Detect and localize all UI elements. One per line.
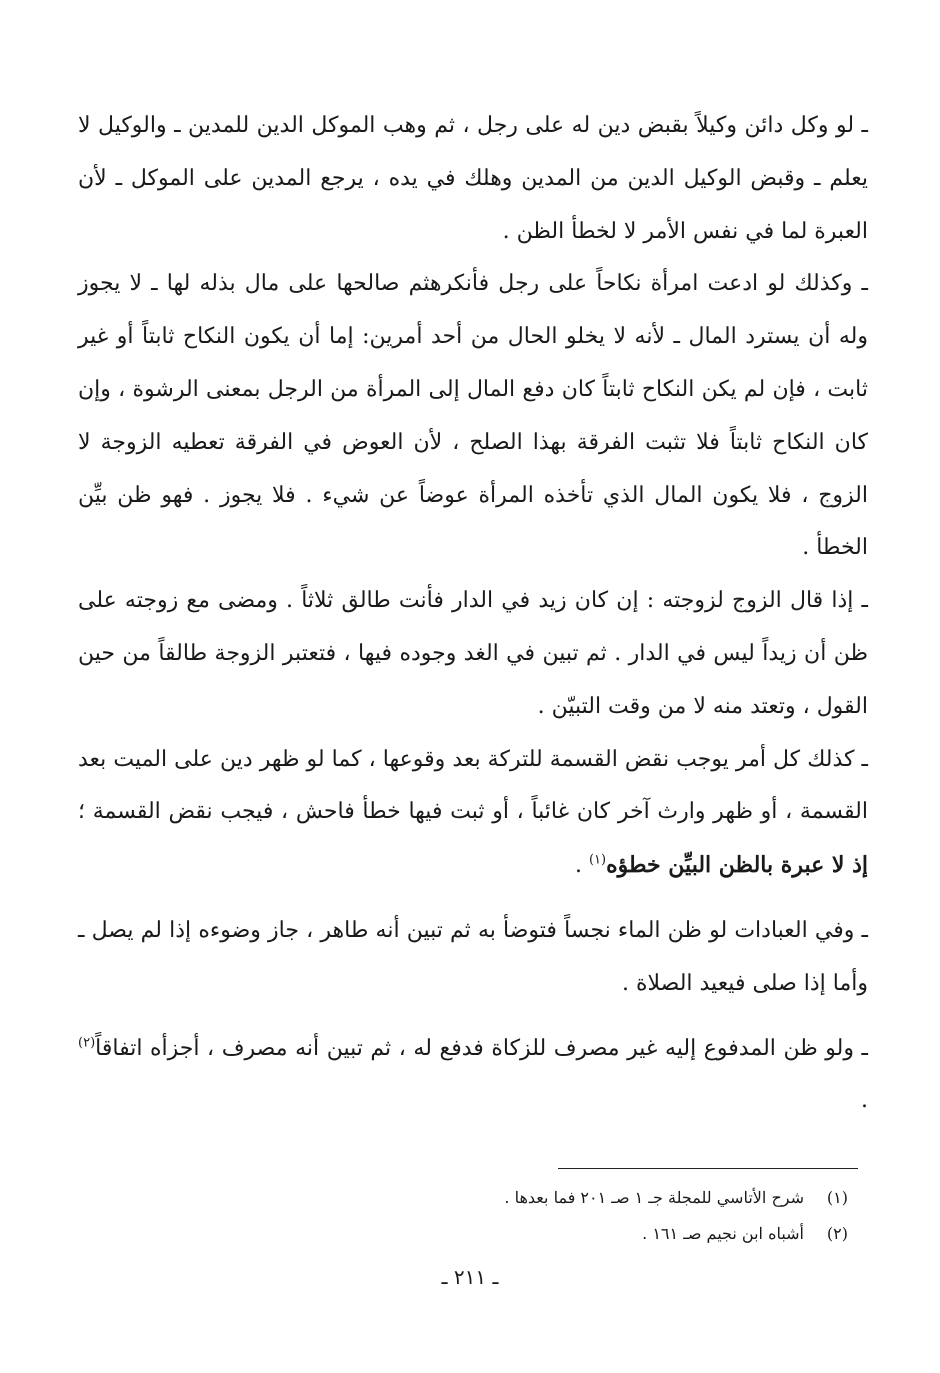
footnote-1 bbox=[300, 1180, 848, 1216]
paragraph-marriage-claim: ـ وكذلك لو ادعت امرأة نكاحاً على رجل فأنكرهثم صالحها على مال بذله لها ـ لا يجوز وله أن يسترد المال ـ لأنه لا يخلو الحال من أحد أمرين: إما أن يكون النكاح ثابتاً أو غير ثابت ، فإن لم يكن النكاح ثابتاً كان دفع المال إلى المرأة من الرجل بمعنى الرشوة ، وإن كان النكاح ثابتاً فلا تثبت الفرقة بهذا الصلح ، لأن العوض في الفرقة تعطيه الزوجة لا الزوج ، فلا يكون المال الذي تأخذه المرأة عوضاً عن شيء . فلا يجوز . فهو ظن بيِّن الخطأ . bbox=[78, 271, 868, 561]
footnote-ref-2[interactable]: (٢) bbox=[78, 1035, 96, 1051]
main-text bbox=[78, 100, 868, 1128]
paragraph-divorce-condition: ـ إذا قال الزوج لزوجته : إن كان زيد في الدار فأنت طالق ثلاثاً . ومضى مع زوجته على ظن أن زيداً ليس في الدار . ثم تبين في الغد وجوده فيها ، فتعتبر الزوجة طالقاً من حين القول ، وتعتد منه لا من وقت التبيّن . bbox=[78, 588, 868, 719]
paragraph-4-text: ـ كذلك كل أمر يوجب نقض القسمة للتركة بعد وقوعها ، كما لو ظهر دين على الميت بعد القسمة ، أو ظهر وارث آخر كان غائباً ، أو ثبت فيها خطأ فاحش ، فيجب نقض القسمة ؛ bbox=[78, 746, 868, 825]
bold-maxim: إذ لا عبرة بالظن البيِّن خطؤه bbox=[606, 852, 868, 879]
footnotes bbox=[300, 1180, 848, 1252]
paragraph-6-end: . bbox=[861, 1088, 868, 1114]
footnote-ref-1[interactable]: (١) bbox=[588, 852, 607, 868]
paragraph-agent-debt: ـ لو وكل دائن وكيلاً بقبض دين له على رجل ، ثم وهب الموكل الدين للمدين ـ والوكيل لا يعلم ـ وقبض الوكيل الدين من المدين وهلك في يده ، يرجع المدين على الموكل ـ لأن العبرة لما في نفس الأمر لا لخطأ الظن . bbox=[78, 113, 868, 244]
paragraph-4-end: . bbox=[574, 853, 589, 879]
paragraph-zakat bbox=[78, 1023, 868, 1129]
footnote-2 bbox=[300, 1216, 848, 1252]
paragraph-6-text: ـ ولو ظن المدفوع إليه غير مصرف للزكاة فدفع له ، ثم تبين أنه مصرف ، أجزأه اتفاقاً bbox=[95, 1035, 868, 1061]
footnote-1-text: شرح الأتاسي للمجلة جـ ١ صـ ٢٠١ فما بعدها . bbox=[504, 1188, 804, 1207]
paragraph-ablution: ـ وفي العبادات لو ظن الماء نجساً فتوضأ به ثم تبين أنه طاهر ، جاز وضوءه إذا لم يصل ـ وأما إذا صلى فيعيد الصلاة . bbox=[78, 917, 868, 996]
footnote-2-number: (٢) bbox=[826, 1224, 848, 1243]
footnote-2-text: أشباه ابن نجيم صـ ١٦١ . bbox=[642, 1224, 804, 1243]
footnote-1-number: (١) bbox=[826, 1188, 848, 1207]
paragraph-inheritance-division bbox=[78, 734, 868, 893]
page-number: ـ ٢١١ ـ bbox=[441, 1265, 499, 1289]
footnote-separator bbox=[558, 1168, 858, 1169]
